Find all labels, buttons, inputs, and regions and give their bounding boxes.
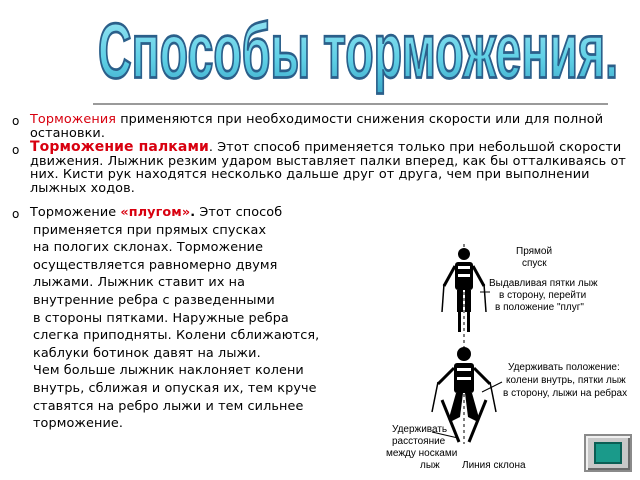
term-plough: «плугом» — [120, 205, 191, 220]
bullet-marker: o — [12, 114, 20, 128]
label-push-2: в сторону, перейти — [499, 290, 587, 301]
paragraph-text: применяются при необходимости снижения скорости или для полной остановки. — [30, 112, 604, 141]
label-keep-4: лыж — [420, 460, 440, 471]
paragraph-line: Чем больше лыжник наклоняет колени — [33, 363, 304, 379]
label-straight-1: Прямой — [516, 246, 553, 257]
paragraph-line — [30, 204, 390, 222]
paragraph-line: применяется при прямых спусках — [33, 222, 267, 238]
label-hold-1: Удерживать положение: — [508, 362, 620, 373]
paragraph-line: внутренние ребра с разведенными — [33, 292, 275, 308]
paragraph-line: каблуки ботинок давят на лыжи. — [33, 345, 261, 361]
paragraph-text: . Этот способ применяется только при небольшой скорости движения. Лыжник резким ударом выставляет палки вперед, как бы отталкиваясь от них. Кисти рук находятся несколько дальше друг от друга, чем при выполнении лыжных ходов. — [30, 140, 626, 196]
label-slope: Линия склона — [462, 460, 526, 471]
term-pole-braking: Торможение палками — [30, 139, 209, 155]
paragraph-braking-definition — [30, 113, 630, 140]
label-hold-2: колени внутрь, пятки лыж — [506, 375, 626, 386]
label-push-3: в положение "плуг" — [495, 302, 584, 313]
term-braking: Торможения — [30, 112, 117, 127]
term-dot: . — [190, 205, 196, 220]
title-divider — [93, 103, 608, 105]
bullet-marker: o — [12, 207, 20, 221]
paragraph-text: Этот способ — [195, 205, 283, 220]
next-slide-button[interactable] — [584, 434, 632, 472]
paragraph-pole-braking — [30, 141, 630, 195]
label-keep-2: расстояние — [392, 436, 446, 447]
term-prefix: Торможение — [30, 205, 121, 220]
page-title: Способы торможения. — [97, 6, 618, 95]
paragraph-line: на пологих склонах. Торможение — [33, 240, 264, 256]
paragraph-plough-braking — [30, 204, 390, 433]
title-banner — [0, 0, 640, 100]
paragraph-line: внутрь, сближая и опуская их, тем круче — [33, 380, 317, 396]
paragraph-line: слегка приподняты. Колени сближаются, — [33, 328, 320, 344]
paragraph-line: осуществляется равномерно двумя — [33, 257, 278, 273]
skier-straight-icon — [442, 248, 486, 332]
label-push-1: Выдавливая пятки лыж — [489, 278, 598, 289]
label-hold-3: в сторону, лыжи на ребрах — [503, 388, 628, 399]
paragraph-line: торможение. — [33, 416, 124, 432]
paragraph-line: лыжами. Лыжник ставит их на — [33, 275, 246, 291]
bullet-marker: o — [12, 143, 20, 157]
label-keep-1: Удерживать — [392, 424, 448, 435]
label-keep-3: между носками — [386, 448, 458, 459]
paragraph-line: в стороны пятками. Наружные ребра — [33, 310, 289, 326]
label-straight-2: спуск — [522, 258, 547, 269]
paragraph-line: ставятся на ребро лыжи и тем сильнее — [33, 398, 304, 414]
title-art — [0, 0, 640, 100]
next-slide-icon — [594, 442, 622, 464]
